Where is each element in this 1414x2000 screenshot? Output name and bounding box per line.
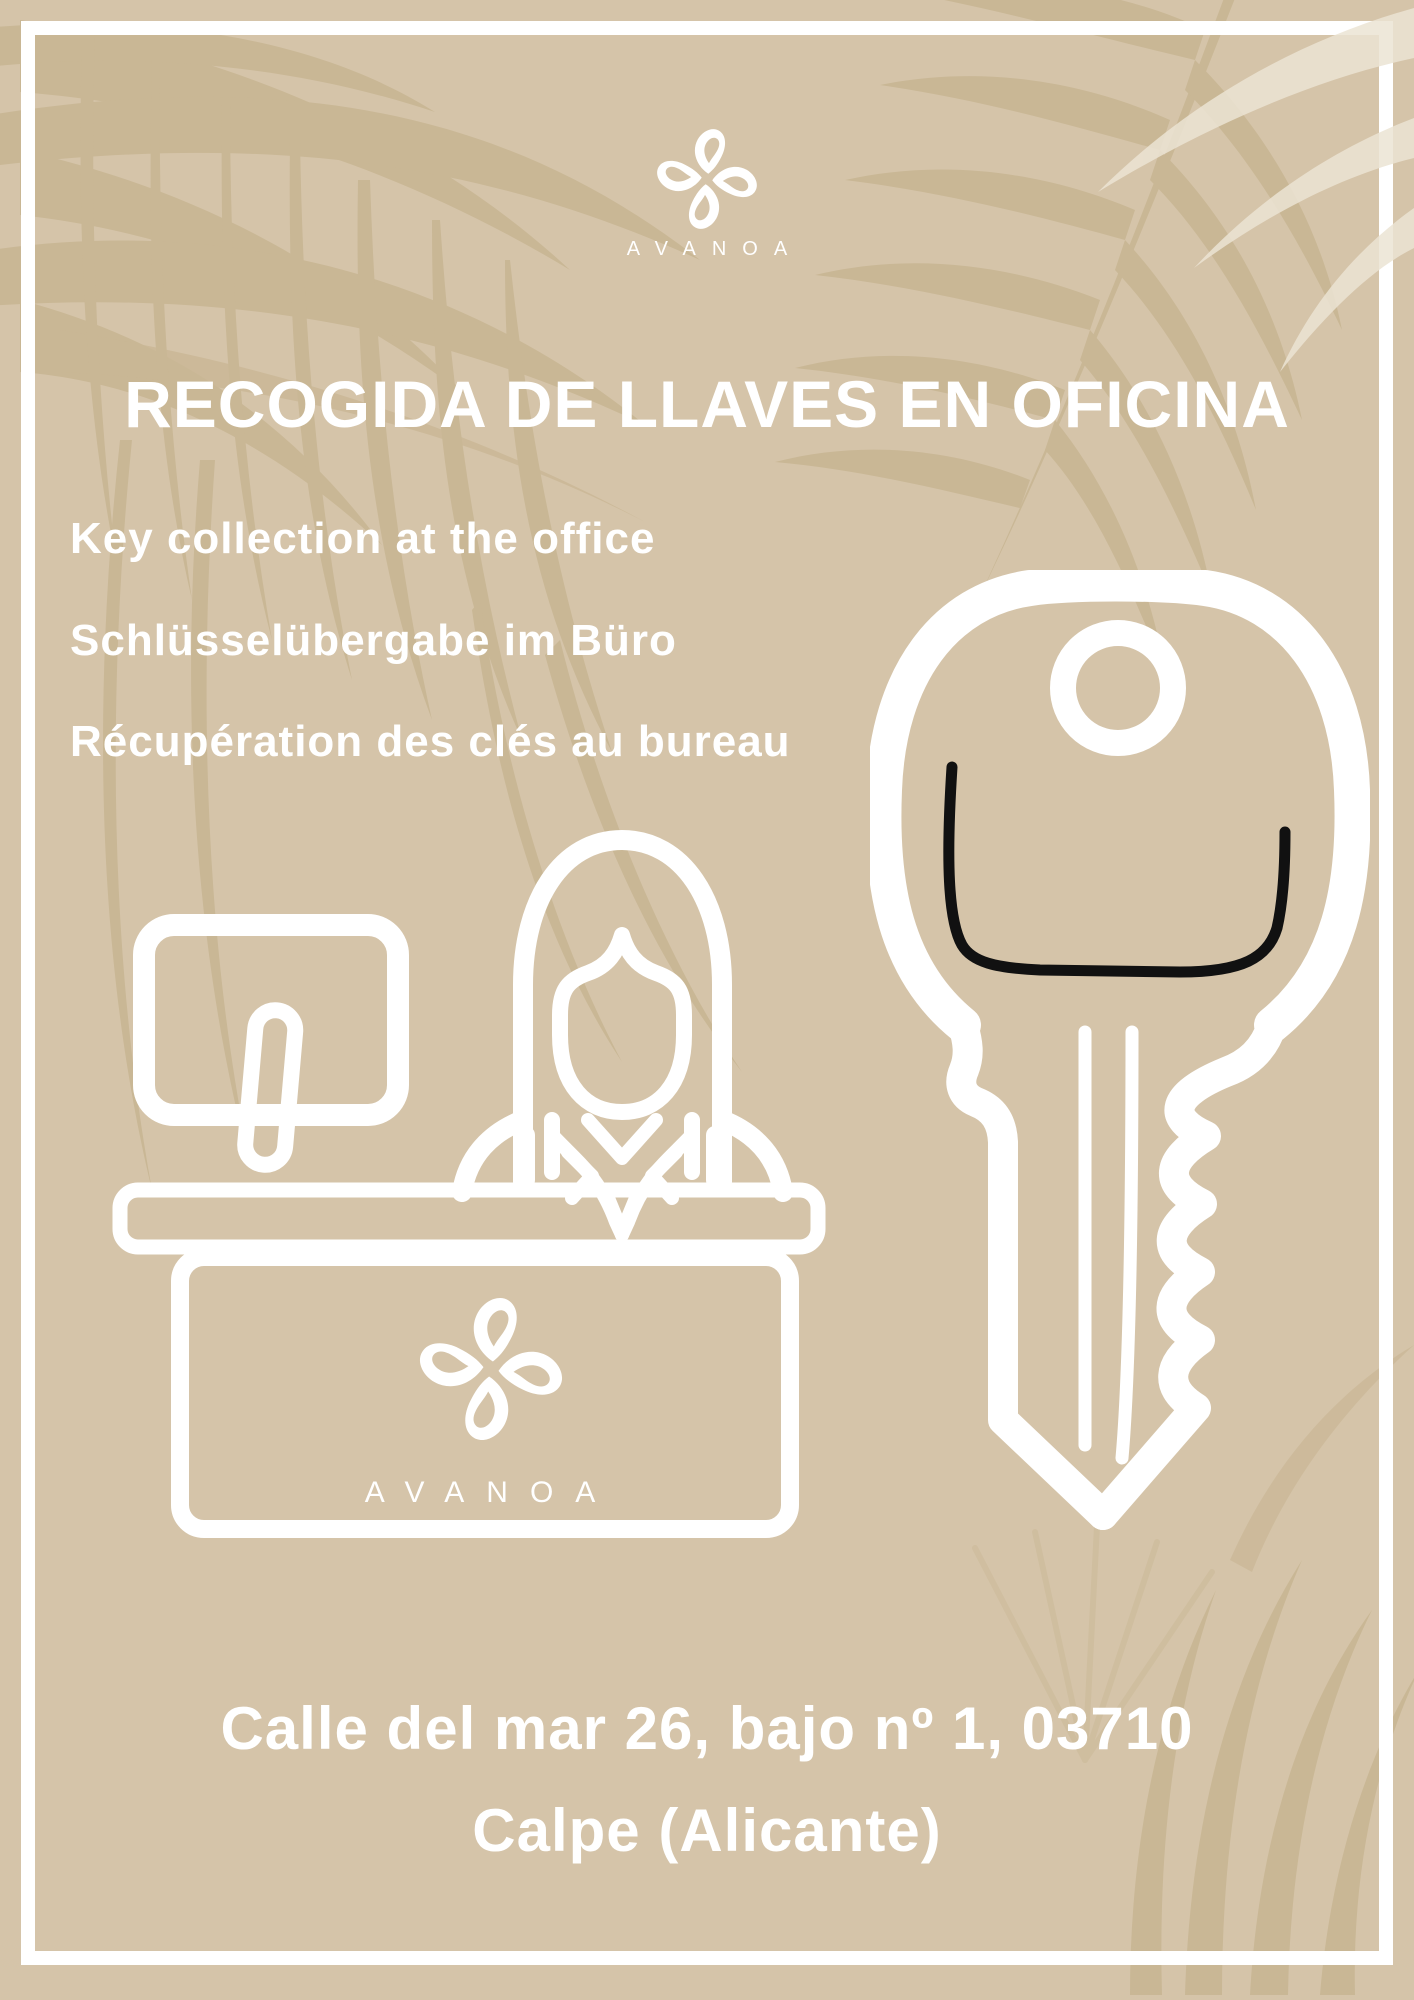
address-line-2: Calpe (Alicante) <box>472 1797 942 1864</box>
subtitle-fr: Récupération des clés au bureau <box>70 717 791 766</box>
headline: RECOGIDA DE LLAVES EN OFICINA <box>124 367 1290 441</box>
monitor-stand <box>244 1009 297 1167</box>
keyring-hole <box>1063 633 1173 743</box>
brand-wordmark: AVANOA <box>626 238 804 260</box>
desk-wordmark: AVANOA <box>364 1476 618 1509</box>
reception-illustration <box>100 820 840 1560</box>
key-icon <box>870 570 1370 1570</box>
monitor-icon <box>144 925 398 1115</box>
avanoa-flower-icon <box>657 129 757 229</box>
address-line-1: Calle del mar 26, bajo nº 1, 03710 <box>220 1695 1194 1762</box>
subtitle-de: Schlüsselübergabe im Büro <box>70 616 677 665</box>
subtitle-en: Key collection at the office <box>70 514 656 563</box>
desk-logo-flower-icon <box>420 1298 562 1440</box>
receptionist-icon <box>462 840 783 1235</box>
key-head-inner-line <box>949 767 1285 972</box>
